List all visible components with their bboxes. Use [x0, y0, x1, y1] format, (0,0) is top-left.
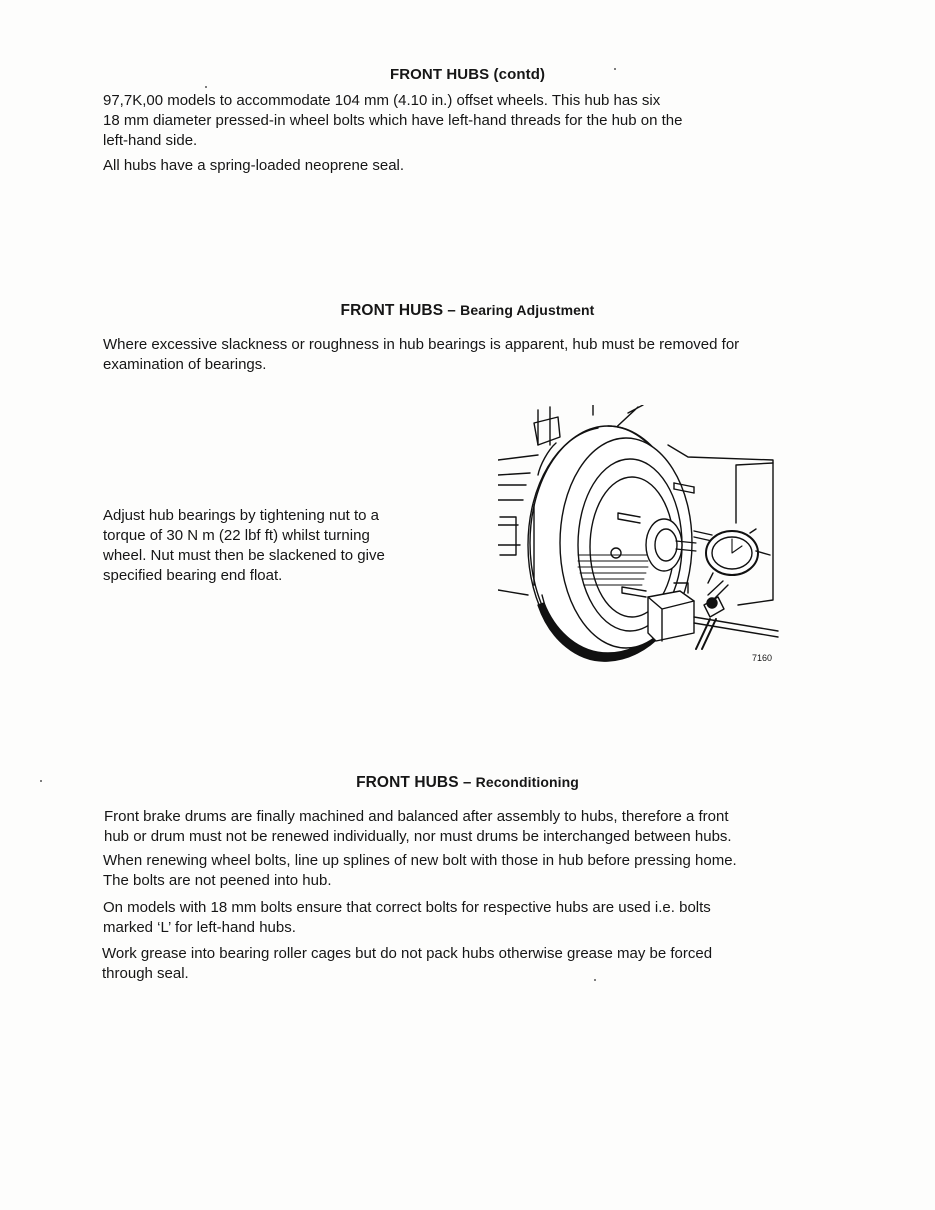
- scan-speck: [594, 979, 596, 981]
- scan-speck: [40, 780, 42, 782]
- heading-front-hubs-contd: FRONT HUBS (contd): [389, 66, 546, 83]
- paragraph-adjust-bearings: Adjust hub bearings by tightening nut to a torque of 30 N m (22 lbf ft) whilst turning wheel. Nut must then be slackened to give specified bearing end float.: [103, 507, 385, 584]
- heading-sub: Bearing Adjustment: [460, 302, 595, 318]
- heading-reconditioning: [0, 774, 935, 792]
- hub-dial-gauge-illustration: [498, 405, 783, 667]
- paragraph-18mm-bolts: On models with 18 mm bolts ensure that correct bolts for respective hubs are used i.e. bolts marked ‘L’ for left-hand hubs.: [103, 899, 711, 936]
- heading-dash: –: [458, 774, 476, 791]
- figure-number: 7160: [752, 653, 773, 663]
- heading-sub: Reconditioning: [475, 774, 579, 790]
- paragraph-slackness: Where excessive slackness or roughness in hub bearings is apparent, hub must be removed for examination of bearings.: [103, 336, 740, 373]
- scan-speck: [614, 68, 616, 70]
- heading-dash: –: [443, 302, 461, 319]
- heading-main: FRONT HUBS: [340, 302, 444, 319]
- paragraph-brake-drums: Front brake drums are finally machined and balanced after assembly to hubs, therefore a front hub or drum must not be renewed individually, nor must drums be interchanged between hubs.: [104, 808, 732, 845]
- scan-speck: [205, 86, 207, 88]
- paragraph-neoprene-seal: All hubs have a spring-loaded neoprene seal.: [103, 157, 405, 174]
- paragraph-wheel-bolts: When renewing wheel bolts, line up splines of new bolt with those in hub before pressing home. The bolts are not peened into hub.: [103, 852, 737, 889]
- paragraph-grease: Work grease into bearing roller cages but do not pack hubs otherwise grease may be forced through seal.: [102, 945, 713, 982]
- paragraph-offset-wheels: 97,7K,00 models to accommodate 104 mm (4.10 in.) offset wheels. This hub has six 18 mm diameter pressed-in wheel bolts which have left-hand threads for the hub on the left-hand side.: [103, 92, 683, 149]
- heading-bearing-adjustment: [0, 302, 935, 320]
- heading-main: FRONT HUBS: [356, 774, 459, 791]
